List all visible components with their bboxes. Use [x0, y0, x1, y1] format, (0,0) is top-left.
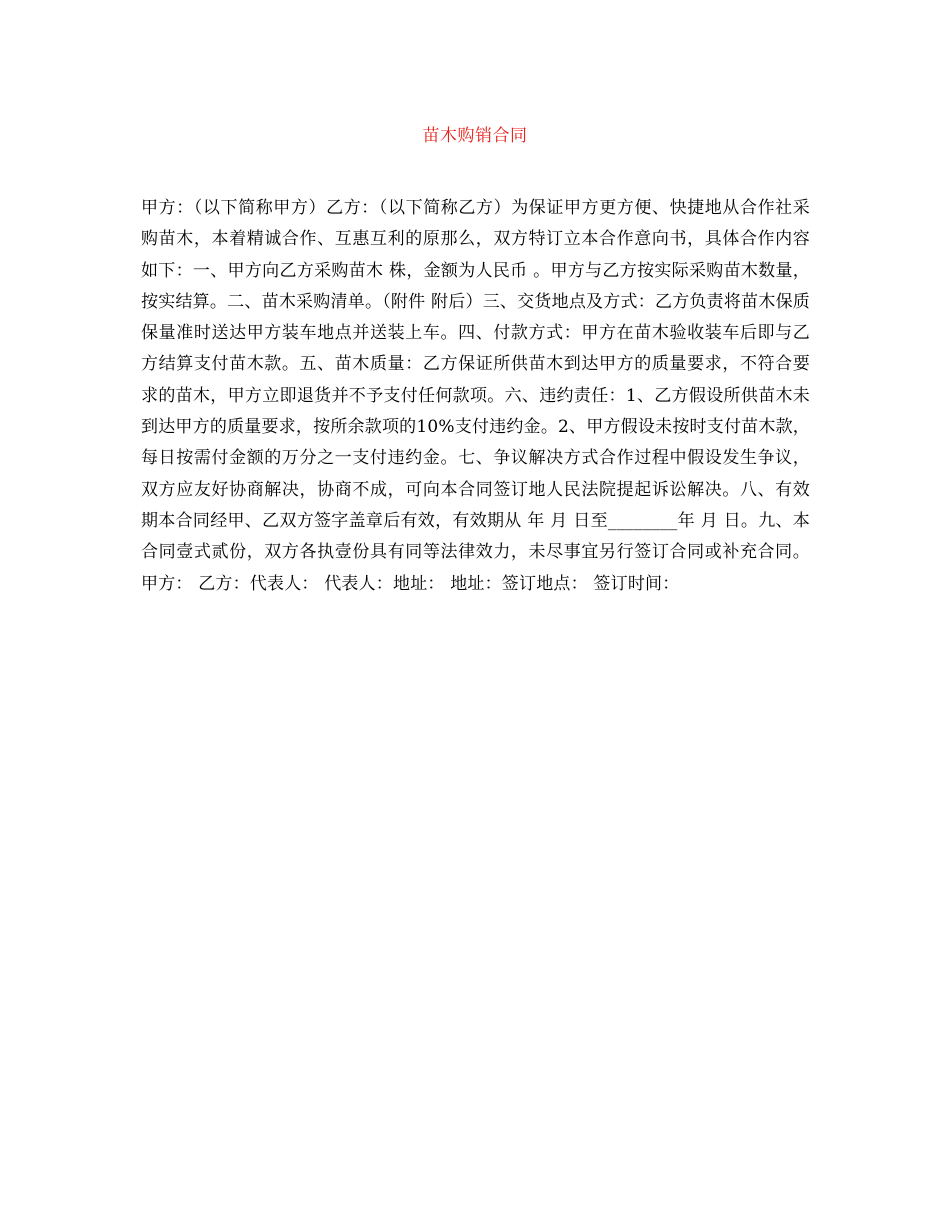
- contract-body-text: 甲方：（以下简称甲方）乙方：（以下简称乙方）为保证甲方更方便、快捷地从合作社采购苗木，本着精诚合作、互惠互利的原那么，双方特订立本合作意向书，具体合作内容如下：一、甲方向乙方采购苗木 株，金额为人民币 。甲方与乙方按实际采购苗木数量，按实结算。二、苗木采购清单。（附件 附后）三、交货地点及方式：乙方负责将苗木保质保量准时送达甲方装车地点并送装上车。四、付款方式：甲方在苗木验收装车后即与乙方结算支付苗木款。五、苗木质量：乙方保证所供苗木到达甲方的质量要求，不符合要求的苗木，甲方立即退货并不予支付任何款项。六、违约责任：1、乙方假设所供苗木未到达甲方的质量要求，按所余款项的10%支付违约金。2、甲方假设未按时支付苗木款，每日按需付金额的万分之一支付违约金。七、争议解决方式合作过程中假设发生争议，双方应友好协商解决，协商不成，可向本合同签订地人民法院提起诉讼解决。八、有效期本合同经甲、乙双方签字盖章后有效，有效期从 年 月 日至________年 月 日。九、本合同壹式贰份，双方各执壹份具有同等法律效力，未尽事宜另行签订合同或补充合同。甲方： 乙方：代表人： 代表人：地址： 地址：签订地点： 签订时间：: [141, 198, 810, 594]
- document-title: 苗木购销合同: [422, 126, 528, 146]
